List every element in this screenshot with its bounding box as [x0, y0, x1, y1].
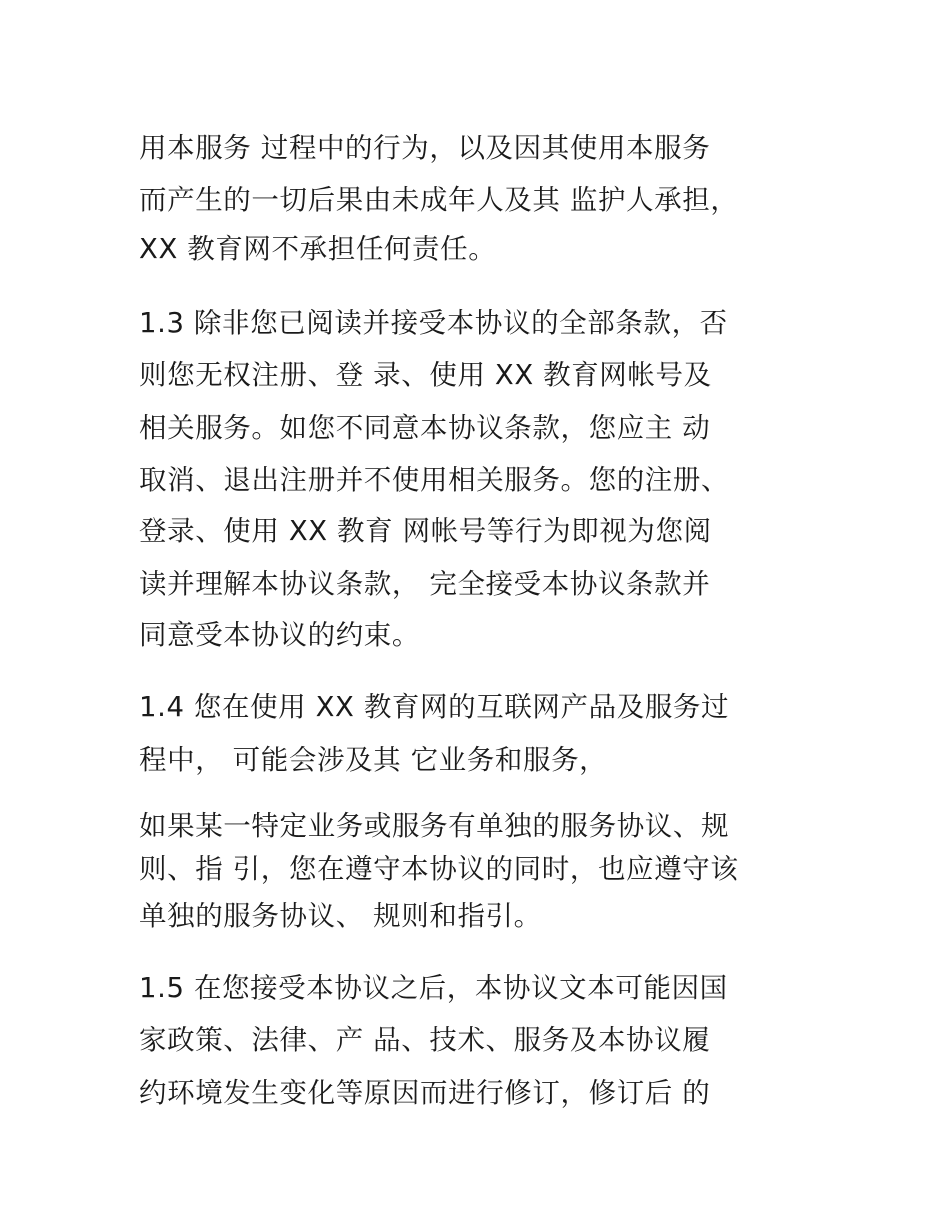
text-line: 家政策、法律、产 品、技术、服务及本协议履 — [139, 1024, 711, 1056]
text-line: 则、指 引，您在遵守本协议的同时，也应遵守该 — [139, 853, 739, 885]
text-line: 则您无权注册、登 录、使用 XX 教育网帐号及 — [139, 359, 712, 391]
text-line: 1.3 除非您已阅读并接受本协议的全部条款，否 — [139, 307, 728, 339]
text-line: 单独的服务协议、 规则和指引。 — [139, 900, 542, 932]
text-line: 1.4 您在使用 XX 教育网的互联网产品及服务过 — [139, 691, 730, 723]
text-line: 而产生的一切后果由未成年人及其 监护人承担， — [139, 184, 739, 216]
text-line: 读并理解本协议条款， 完全接受本协议条款并 — [139, 568, 711, 600]
text-line: 约环境发生变化等原因而进行修订，修订后 的 — [139, 1077, 711, 1109]
text-line: 相关服务。如您不同意本协议条款，您应主 动 — [139, 412, 711, 444]
text-line: XX 教育网不承担任何责任。 — [139, 233, 497, 265]
text-line: 如果某一特定业务或服务有单独的服务协议、规 — [139, 810, 730, 842]
text-line: 取消、退出注册并不使用相关服务。您的注册、 — [139, 464, 730, 496]
text-line: 程中， 可能会涉及其 它业务和服务， — [139, 744, 608, 776]
text-line: 1.5 在您接受本协议之后，本协议文本可能因国 — [139, 972, 728, 1004]
text-line: 用本服务 过程中的行为，以及因其使用本服务 — [139, 132, 711, 164]
text-line: 登录、使用 XX 教育 网帐号等行为即视为您阅 — [139, 515, 712, 547]
text-line: 同意受本协议的约束。 — [139, 619, 420, 651]
